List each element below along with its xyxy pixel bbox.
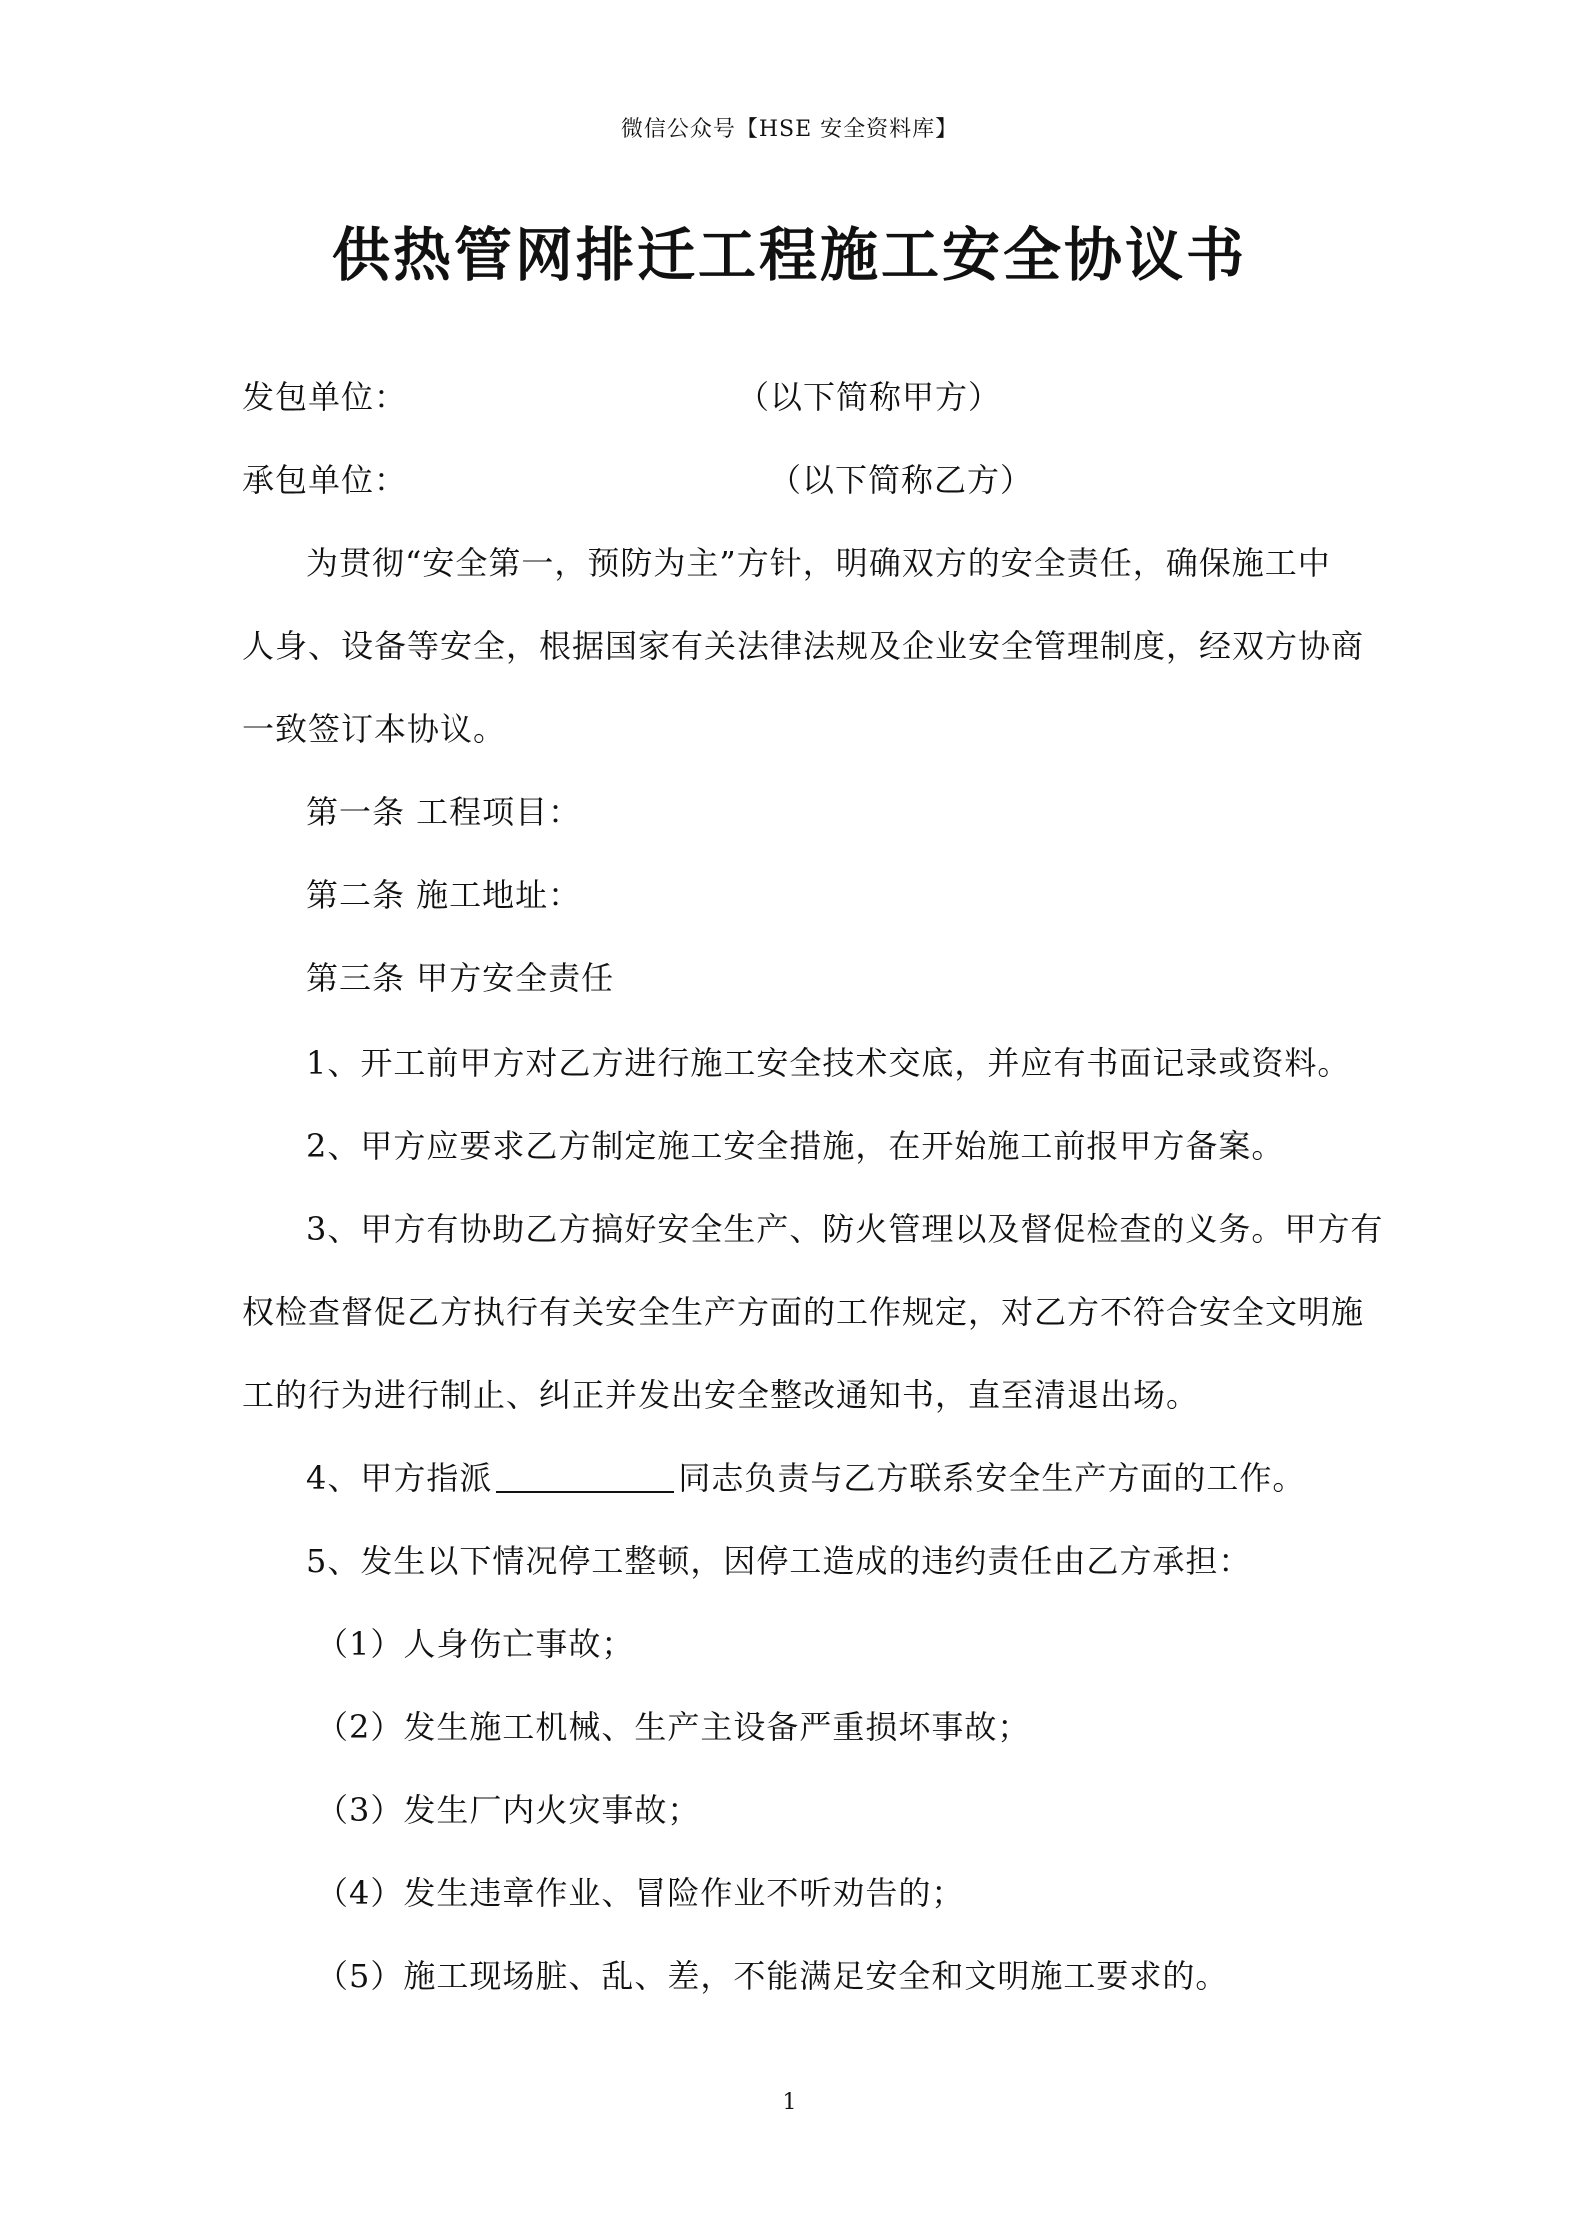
item-4-before: 4、甲方指派	[306, 1459, 493, 1497]
item-4-after: 同志负责与乙方联系安全生产方面的工作。	[678, 1459, 1306, 1497]
party-b-label: 承包单位：	[242, 461, 408, 499]
subitem-3: （3）发生厂内火灾事故；	[316, 1791, 701, 1829]
subitem-1: （1）人身伤亡事故；	[316, 1625, 635, 1663]
fill-in-blank	[496, 1461, 674, 1493]
page-number: 1	[782, 2090, 797, 2115]
item-2: 2、甲方应要求乙方制定施工安全措施，在开始施工前报甲方备案。	[306, 1127, 1285, 1165]
document-title: 供热管网排迁工程施工安全协议书	[331, 221, 1247, 289]
subitem-4: （4）发生违章作业、冒险作业不听劝告的；	[316, 1874, 965, 1912]
intro-line-3: 一致签订本协议。	[242, 710, 507, 748]
page-header: 微信公众号【HSE 安全资料库】	[620, 117, 959, 142]
intro-line-1: 为贯彻“安全第一，预防为主”方针，明确双方的安全责任，确保施工中	[306, 544, 1331, 582]
party-b-note: （以下简称乙方）	[769, 461, 1034, 499]
party-b-line	[242, 455, 1342, 501]
article-3: 第三条 甲方安全责任	[306, 959, 615, 997]
subitem-2: （2）发生施工机械、生产主设备严重损坏事故；	[316, 1708, 1031, 1746]
subitem-5: （5）施工现场脏、乱、差，不能满足安全和文明施工要求的。	[316, 1957, 1229, 1995]
party-a-note: （以下简称甲方）	[737, 378, 1002, 416]
party-a-label: 发包单位：	[242, 378, 408, 416]
item-5: 5、发生以下情况停工整顿，因停工造成的违约责任由乙方承担：	[306, 1542, 1252, 1580]
item-3-line-2: 权检查督促乙方执行有关安全生产方面的工作规定，对乙方不符合安全文明施	[242, 1293, 1365, 1331]
item-3-line-1: 3、甲方有协助乙方搞好安全生产、防火管理以及督促检查的义务。甲方有	[306, 1210, 1384, 1248]
article-2: 第二条 施工地址：	[306, 876, 582, 914]
item-4	[306, 1453, 1406, 1499]
party-a-line	[242, 372, 1342, 418]
item-1: 1、开工前甲方对乙方进行施工安全技术交底，并应有书面记录或资料。	[306, 1044, 1351, 1082]
item-3-line-3: 工的行为进行制止、纠正并发出安全整改通知书，直至清退出场。	[242, 1376, 1200, 1414]
article-1: 第一条 工程项目：	[306, 793, 582, 831]
intro-line-2: 人身、设备等安全，根据国家有关法律法规及企业安全管理制度，经双方协商	[242, 627, 1365, 665]
